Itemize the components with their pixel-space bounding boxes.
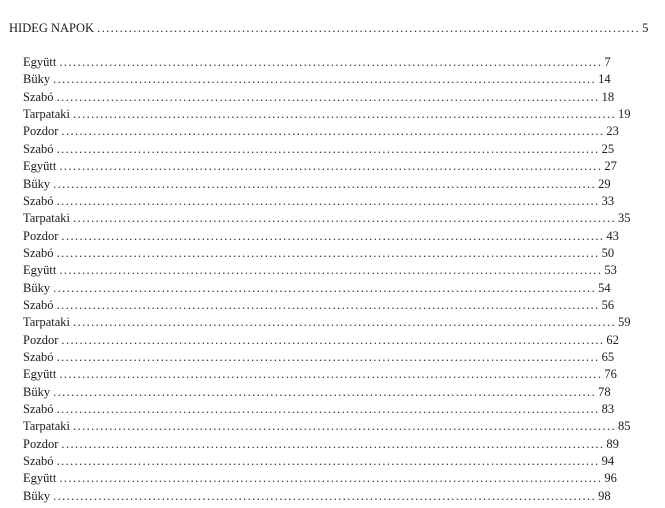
toc-entry: [0, 193, 615, 210]
dot-leader: ........................................................................................................................: [73, 107, 617, 122]
entry-page-number: 85: [618, 419, 631, 434]
toc-entry: [0, 71, 611, 88]
entry-page-number: 98: [598, 488, 611, 503]
toc-entry: [0, 366, 617, 383]
toc-section-heading: [0, 20, 649, 37]
dot-leader: ........................................................................................................................: [61, 228, 605, 243]
entry-page-number: 27: [604, 159, 617, 174]
dot-leader: ........................................................................................................................: [56, 193, 600, 208]
entry-page-number: 18: [601, 89, 615, 104]
entry-label: Tarpataki: [23, 211, 71, 226]
entry-page-number: 14: [598, 72, 611, 87]
entry-page-number: 54: [598, 280, 611, 295]
dot-leader: ........................................................................................................................: [56, 297, 600, 312]
entry-label: Szabó: [23, 454, 54, 469]
dot-leader: ........................................................................................................................: [73, 419, 617, 434]
entry-page-number: 25: [601, 141, 615, 156]
entry-page-number: 62: [606, 332, 619, 347]
dot-leader: ........................................................................................................................: [61, 436, 605, 451]
entry-page-number: 89: [606, 436, 619, 451]
toc-entry: [0, 488, 611, 505]
dot-leader: ........................................................................................................................: [59, 471, 603, 486]
toc-entry: [0, 470, 617, 487]
entry-label: Tarpataki: [23, 419, 71, 434]
entry-label: Büky: [23, 176, 51, 191]
entry-page-number: 50: [601, 245, 615, 260]
toc-entry: [0, 262, 617, 279]
dot-leader: ........................................................................................................................: [59, 367, 603, 382]
dot-leader: ........................................................................................................................: [56, 141, 600, 156]
toc-entry: [0, 314, 631, 331]
entry-label: Szabó: [23, 193, 54, 208]
dot-leader: ........................................................................................................................: [56, 350, 600, 364]
toc-entry: [0, 297, 615, 314]
entry-page-number: 83: [601, 402, 615, 416]
entry-page-number: 33: [601, 193, 615, 208]
entry-page-number: 56: [601, 297, 615, 312]
entry-label: Büky: [23, 72, 51, 87]
entry-label: Együtt: [23, 263, 57, 278]
dot-leader: ........................................................................................................................: [53, 176, 597, 191]
dot-leader: ........................................................................................................................: [97, 21, 641, 35]
entry-page-number: 59: [618, 315, 631, 330]
dot-leader: ........................................................................................................................: [73, 315, 617, 330]
dot-leader: ........................................................................................................................: [56, 454, 600, 469]
toc-entry: [0, 141, 615, 158]
dot-leader: ........................................................................................................................: [59, 55, 603, 69]
toc-entry: [0, 401, 615, 418]
entry-page-number: 96: [604, 471, 617, 486]
dot-leader: ........................................................................................................................: [53, 280, 597, 295]
entry-label: Együtt: [23, 367, 57, 382]
dot-leader: ........................................................................................................................: [59, 263, 603, 278]
entry-label: Pozdor: [23, 436, 59, 451]
dot-leader: ........................................................................................................................: [56, 89, 600, 104]
entry-page-number: 35: [618, 211, 631, 226]
entry-label: Büky: [23, 488, 51, 503]
dot-leader: ........................................................................................................................: [53, 384, 597, 399]
entry-label: Büky: [23, 384, 51, 399]
toc-entry: [0, 54, 611, 71]
dot-leader: ........................................................................................................................: [53, 72, 597, 87]
entry-label: Büky: [23, 280, 51, 295]
entry-page-number: 76: [604, 367, 617, 382]
entry-page-number: 19: [618, 107, 631, 122]
toc-entry: [0, 158, 617, 175]
entry-label: Együtt: [23, 159, 57, 174]
entry-label: Pozdor: [23, 332, 59, 347]
dot-leader: ........................................................................................................................: [56, 245, 600, 260]
entry-label: Szabó: [23, 245, 54, 260]
entry-label: Tarpataki: [23, 315, 71, 330]
entry-page-number: 7: [604, 55, 611, 69]
entry-label: Szabó: [23, 297, 54, 312]
dot-leader: ........................................................................................................................: [59, 159, 603, 174]
entry-page-number: 94: [601, 454, 615, 469]
dot-leader: ........................................................................................................................: [61, 332, 605, 347]
entry-page-number: 53: [604, 263, 617, 278]
section-title: HIDEG NAPOK: [9, 21, 95, 35]
dot-leader: ........................................................................................................................: [56, 402, 600, 416]
toc-entry: [0, 106, 631, 123]
toc-entry: [0, 280, 611, 297]
toc-entry: [0, 453, 615, 470]
toc-entry: [0, 384, 611, 401]
entry-page-number: 78: [598, 384, 611, 399]
toc-entry: [0, 245, 615, 262]
entry-label: Tarpataki: [23, 107, 71, 122]
entry-label: Pozdor: [23, 228, 59, 243]
entry-page-number: 23: [606, 124, 619, 139]
toc-entry: [0, 123, 619, 140]
entry-label: Szabó: [23, 402, 54, 416]
toc-entry: [0, 349, 615, 366]
entry-label: Pozdor: [23, 124, 59, 139]
entry-page-number: 65: [601, 350, 615, 364]
dot-leader: ........................................................................................................................: [53, 488, 597, 503]
toc-entry: [0, 332, 619, 349]
toc-entry: [0, 436, 619, 453]
dot-leader: ........................................................................................................................: [73, 211, 617, 226]
toc-entry: [0, 176, 611, 193]
section-page-number: 5: [642, 21, 649, 35]
entry-page-number: 43: [606, 228, 619, 243]
toc-entry: [0, 89, 615, 106]
toc-entry: [0, 210, 631, 227]
entry-label: Együtt: [23, 55, 57, 69]
entry-label: Szabó: [23, 89, 54, 104]
entry-label: Szabó: [23, 141, 54, 156]
entry-page-number: 29: [598, 176, 611, 191]
toc-entry: [0, 228, 619, 245]
entry-label: Szabó: [23, 350, 54, 364]
entry-label: Együtt: [23, 471, 57, 486]
dot-leader: ........................................................................................................................: [61, 124, 605, 139]
toc-entry: [0, 418, 631, 435]
